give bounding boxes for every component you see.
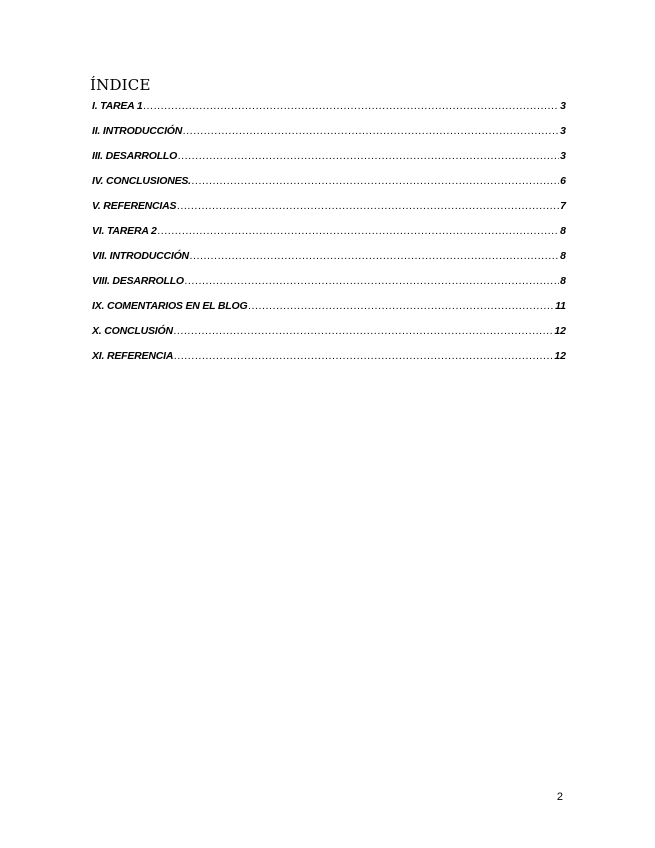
- toc-entry-label: VI. TARERA 2: [92, 225, 157, 237]
- toc-entry-label: VII. INTRODUCCIÓN: [92, 250, 189, 262]
- toc-entry-tarera-2[interactable]: [92, 223, 566, 248]
- toc-entry-introduccion[interactable]: [92, 123, 566, 148]
- toc-entry-page: 12: [554, 325, 566, 337]
- toc-entry-page: 12: [554, 350, 566, 362]
- table-of-contents: [92, 98, 566, 373]
- toc-entry-referencia[interactable]: [92, 348, 566, 373]
- toc-entry-label: I. TAREA 1: [92, 100, 143, 112]
- toc-entry-page: 3: [560, 150, 566, 162]
- toc-entry-label: II. INTRODUCCIÓN: [92, 125, 183, 137]
- toc-entry-label: IX. COMENTARIOS EN EL BLOG: [92, 300, 248, 312]
- toc-entry-page: 8: [560, 250, 566, 262]
- toc-entry-conclusiones[interactable]: [92, 173, 566, 198]
- toc-entry-page: 8: [560, 275, 566, 287]
- toc-dot-leader: [192, 173, 559, 190]
- toc-entry-introduccion-2[interactable]: [92, 248, 566, 273]
- toc-entry-conclusion[interactable]: [92, 323, 566, 348]
- toc-entry-page: 6: [560, 175, 566, 187]
- toc-entry-page: 8: [560, 225, 566, 237]
- toc-dot-leader: [183, 123, 559, 140]
- toc-entry-label: V. REFERENCIAS: [92, 200, 177, 212]
- toc-dot-leader: [174, 323, 553, 340]
- toc-dot-leader: [190, 248, 559, 265]
- toc-dot-leader: [248, 298, 554, 315]
- toc-entry-page: 11: [555, 300, 566, 312]
- toc-entry-tarea-1[interactable]: [92, 98, 566, 123]
- toc-dot-leader: [144, 98, 560, 115]
- toc-entry-label: XI. REFERENCIA: [92, 350, 174, 362]
- toc-entry-referencias[interactable]: [92, 198, 566, 223]
- toc-dot-leader: [174, 348, 553, 365]
- toc-dot-leader: [185, 273, 559, 290]
- toc-entry-label: X. CONCLUSIÓN: [92, 325, 173, 337]
- toc-dot-leader: [158, 223, 559, 240]
- toc-entry-label: VIII. DESARROLLO: [92, 275, 184, 287]
- toc-dot-leader: [178, 148, 559, 165]
- toc-entry-desarrollo-2[interactable]: [92, 273, 566, 298]
- toc-entry-comentarios-blog[interactable]: [92, 298, 566, 323]
- toc-entry-page: 3: [560, 100, 566, 112]
- page-number: 2: [556, 791, 563, 803]
- toc-entry-page: 7: [560, 200, 566, 212]
- toc-entry-label: III. DESARROLLO: [92, 150, 178, 162]
- toc-entry-desarrollo[interactable]: [92, 148, 566, 173]
- toc-dot-leader: [177, 198, 559, 215]
- toc-title: ÍNDICE: [90, 76, 151, 94]
- toc-entry-page: 3: [560, 125, 566, 137]
- toc-entry-label: IV. CONCLUSIONES.: [92, 175, 191, 187]
